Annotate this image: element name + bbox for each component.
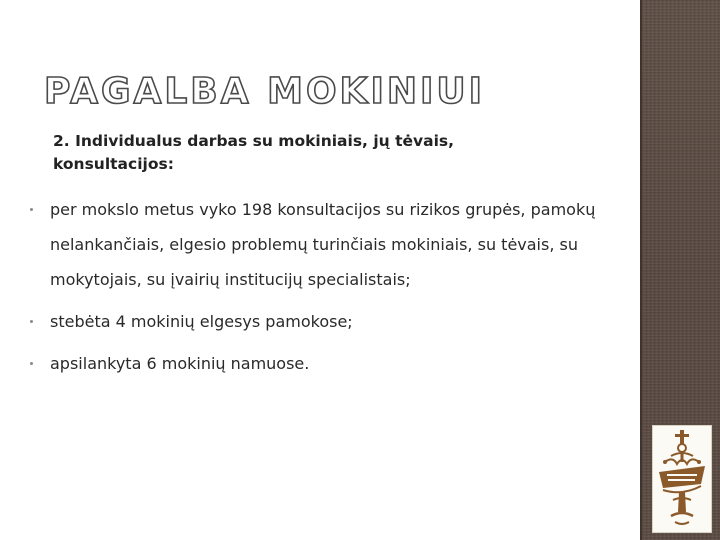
slide-title: PAGALBA MOKINIUI	[44, 71, 485, 112]
bullet-dot-icon	[30, 320, 33, 323]
bullet-dot-icon	[30, 362, 33, 365]
school-emblem-icon	[653, 426, 711, 532]
school-logo	[652, 425, 712, 533]
bullet-item	[30, 192, 610, 297]
bullet-list	[30, 192, 610, 381]
slide-subtitle: 2. Individualus darbas su mokiniais, jų tėvais, konsultacijos:	[53, 132, 454, 173]
bullet-item	[30, 346, 610, 381]
bullet-dot-icon	[30, 208, 33, 211]
bullet-item	[30, 304, 610, 339]
bullet-text: apsilankyta 6 mokinių namuose.	[50, 354, 310, 373]
bullet-text: per mokslo metus vyko 198 konsultacijos su rizikos grupės, pamokų nelankančiais, elgesio problemų turinčiais mokiniais, su tėvais, su mokytojais, su įvairių institucijų specialistais;	[50, 200, 596, 289]
bullet-text: stebėta 4 mokinių elgesys pamokose;	[50, 312, 353, 331]
